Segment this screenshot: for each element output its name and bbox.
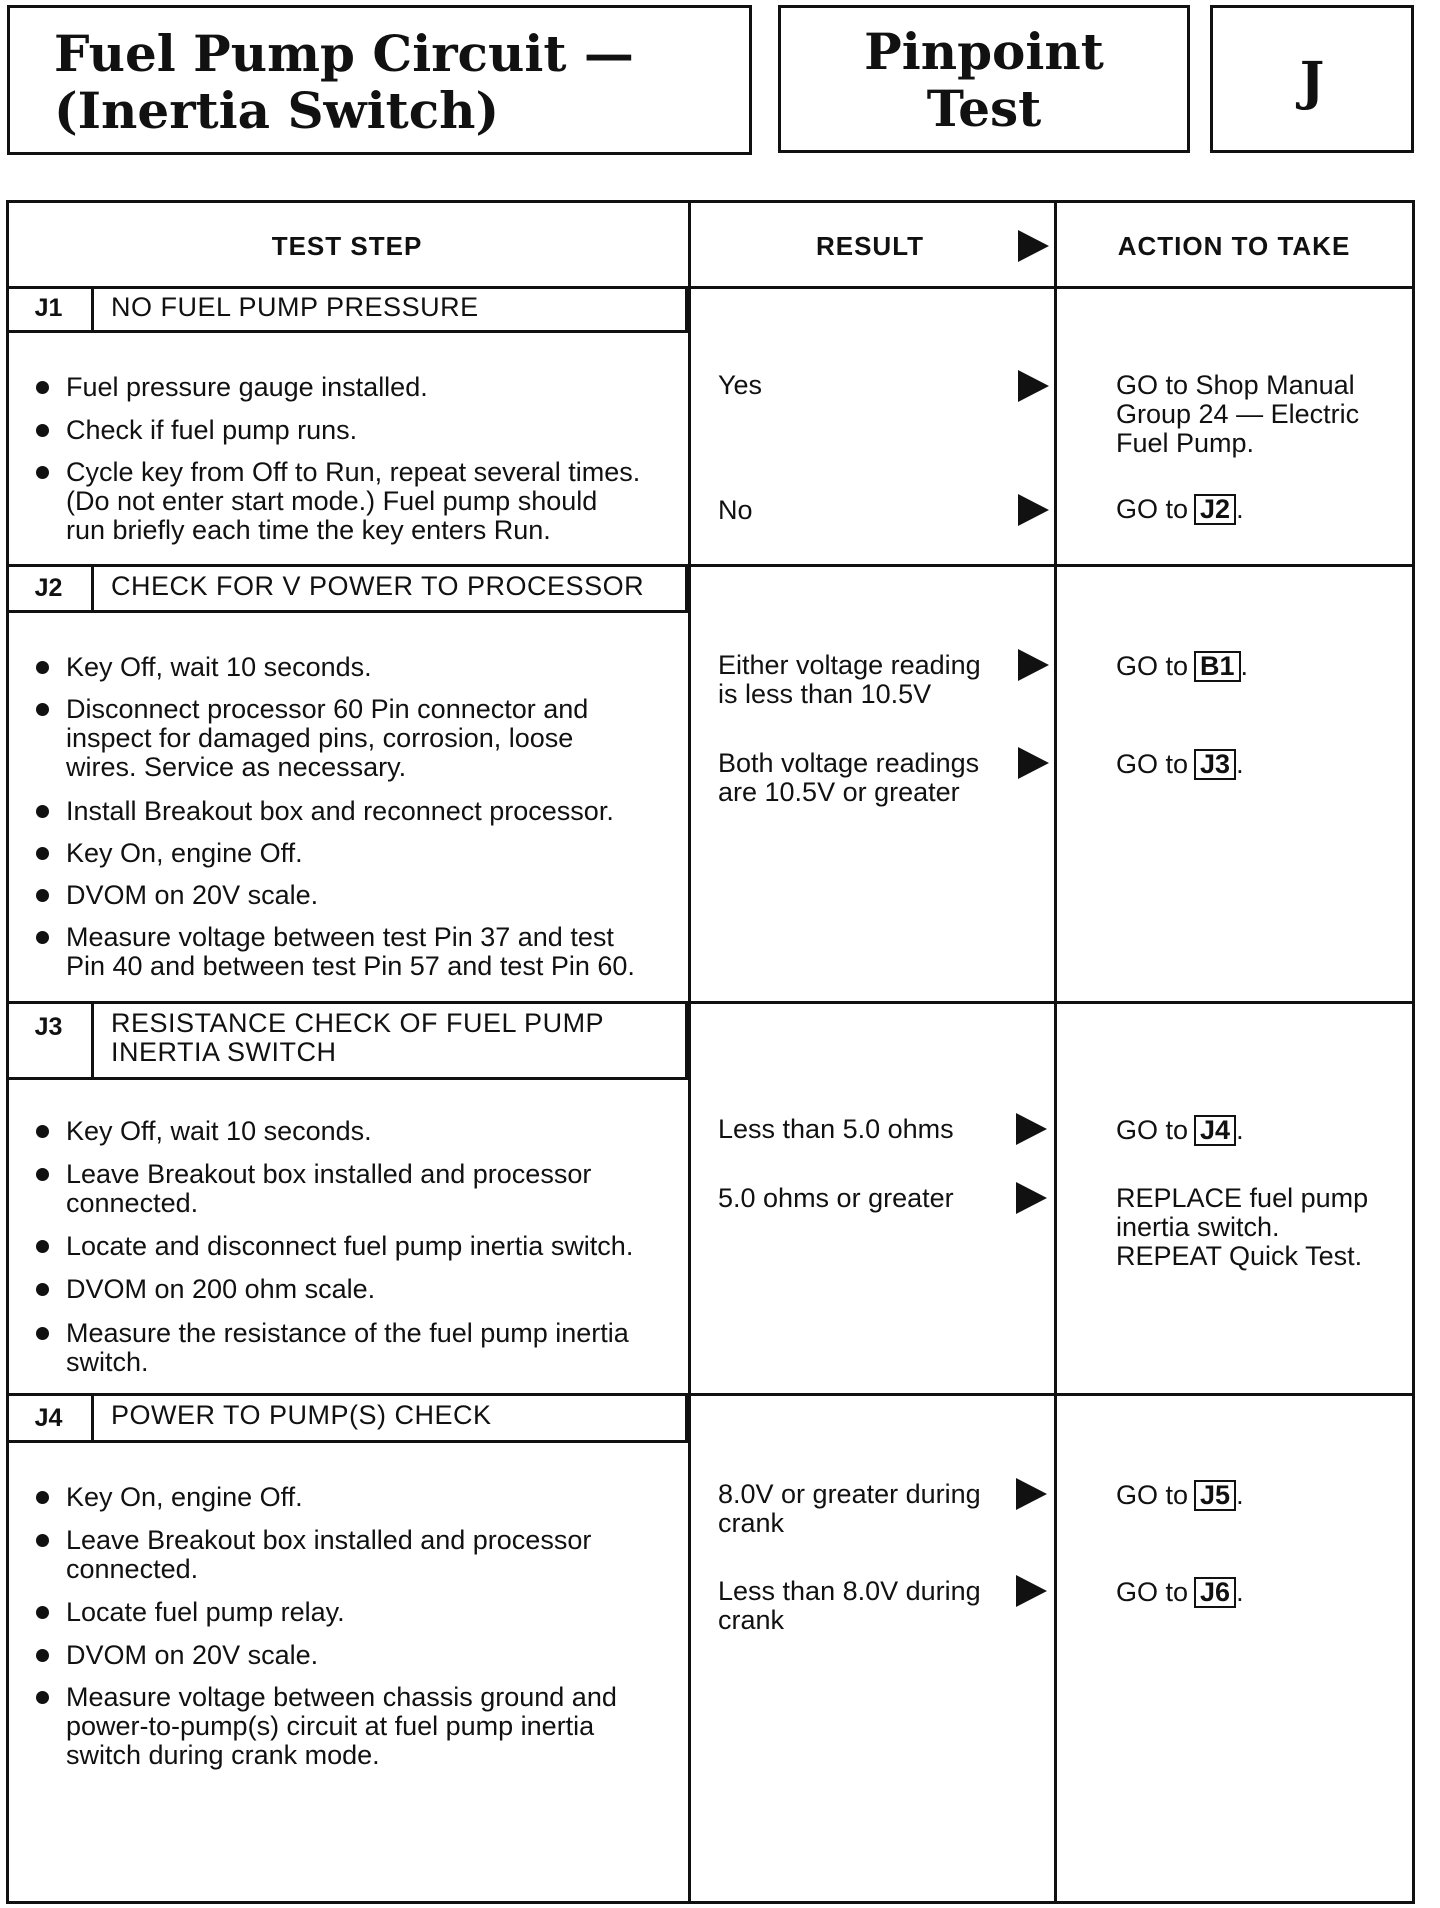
test-letter-box xyxy=(1210,5,1414,153)
bullet-icon xyxy=(36,1283,49,1296)
column-divider-action xyxy=(1054,200,1057,1904)
step-label-j2 xyxy=(6,567,688,613)
column-divider-result xyxy=(688,200,691,1904)
result-text: Either voltage reading is less than 10.5V xyxy=(718,650,981,709)
step-title: RESISTANCE CHECK OF FUEL PUMP INERTIA SWITCH xyxy=(111,1008,605,1067)
bullet-icon xyxy=(36,381,49,394)
result-arrow-icon xyxy=(1018,649,1049,681)
action-text: GO to J6 . xyxy=(1116,1577,1244,1607)
result-arrow-icon xyxy=(1016,1182,1047,1214)
result-text: Less than 5.0 ohms xyxy=(718,1114,954,1144)
result-arrow-icon xyxy=(1018,494,1049,526)
result-arrow-icon xyxy=(1018,230,1049,262)
bullet-icon xyxy=(36,1168,49,1181)
page-title-line-1: Fuel Pump Circuit — xyxy=(54,24,634,83)
step-reference[interactable]: J4 xyxy=(1194,1115,1236,1146)
result-arrow-icon xyxy=(1016,1575,1047,1607)
pinpoint-test-box xyxy=(778,5,1190,153)
pinpoint-label-line-2: Test xyxy=(926,79,1042,138)
bullet-icon xyxy=(36,1240,49,1253)
step-id: J3 xyxy=(6,1004,94,1077)
action-text: GO to Shop Manual Group 24 — Electric Fuel Pump. xyxy=(1116,370,1360,458)
column-header-test-step: TEST STEP xyxy=(271,231,423,261)
bullet-icon xyxy=(36,1327,49,1340)
step-label-j3 xyxy=(6,1004,688,1080)
step-id: J4 xyxy=(6,1396,94,1440)
bullet-icon xyxy=(36,1534,49,1547)
step-title: CHECK FOR V POWER TO PROCESSOR xyxy=(111,571,645,601)
bullet-icon xyxy=(36,1691,49,1704)
column-header-result: RESULT xyxy=(815,231,925,261)
result-text: Less than 8.0V during crank xyxy=(718,1576,981,1635)
result-text: 5.0 ohms or greater xyxy=(718,1183,954,1213)
step-label-j4 xyxy=(6,1396,688,1443)
step-title: POWER TO PUMP(S) CHECK xyxy=(111,1400,492,1430)
step-title: NO FUEL PUMP PRESSURE xyxy=(111,292,479,322)
bullet-icon xyxy=(36,703,49,716)
bullet-icon xyxy=(36,847,49,860)
bullet-icon xyxy=(36,1125,49,1138)
action-text: GO to J5 . xyxy=(1116,1480,1244,1510)
result-arrow-icon xyxy=(1016,1113,1047,1145)
step-label-j1 xyxy=(6,286,688,333)
step-reference[interactable]: J2 xyxy=(1194,494,1236,525)
action-text: GO to J3 . xyxy=(1116,749,1244,779)
column-header-action: ACTION TO TAKE xyxy=(1117,231,1351,261)
bullet-icon xyxy=(36,466,49,479)
bullet-icon xyxy=(36,661,49,674)
result-arrow-icon xyxy=(1018,370,1049,402)
step-reference[interactable]: J6 xyxy=(1194,1577,1236,1608)
bullet-icon xyxy=(36,889,49,902)
step-reference[interactable]: J3 xyxy=(1194,749,1236,780)
result-arrow-icon xyxy=(1018,747,1049,779)
step-reference[interactable]: J5 xyxy=(1194,1480,1236,1511)
result-text: 8.0V or greater during crank xyxy=(718,1479,981,1538)
action-text: GO to J2 . xyxy=(1116,494,1244,524)
bullet-icon xyxy=(36,1491,49,1504)
result-text: Both voltage readings are 10.5V or greater xyxy=(718,748,980,807)
bullet-icon xyxy=(36,805,49,818)
step-id: J2 xyxy=(6,567,94,610)
bullet-icon xyxy=(36,424,49,437)
step-reference[interactable]: B1 xyxy=(1194,651,1241,682)
result-text: No xyxy=(718,495,753,525)
action-text: GO to B1 . xyxy=(1116,651,1249,681)
result-arrow-icon xyxy=(1016,1478,1047,1510)
action-text: REPLACE fuel pump inertia switch. REPEAT Quick Test. xyxy=(1116,1183,1369,1271)
bullet-icon xyxy=(36,931,49,944)
pinpoint-label-line-1: Pinpoint xyxy=(864,22,1104,81)
step-id: J1 xyxy=(6,286,94,330)
bullet-icon xyxy=(36,1649,49,1662)
action-text: GO to J4 . xyxy=(1116,1115,1244,1145)
page-title-line-2: (Inertia Switch) xyxy=(54,81,500,140)
bullet-icon xyxy=(36,1606,49,1619)
test-letter: J xyxy=(1299,51,1325,112)
title-box xyxy=(7,5,752,155)
result-text: Yes xyxy=(718,370,763,400)
